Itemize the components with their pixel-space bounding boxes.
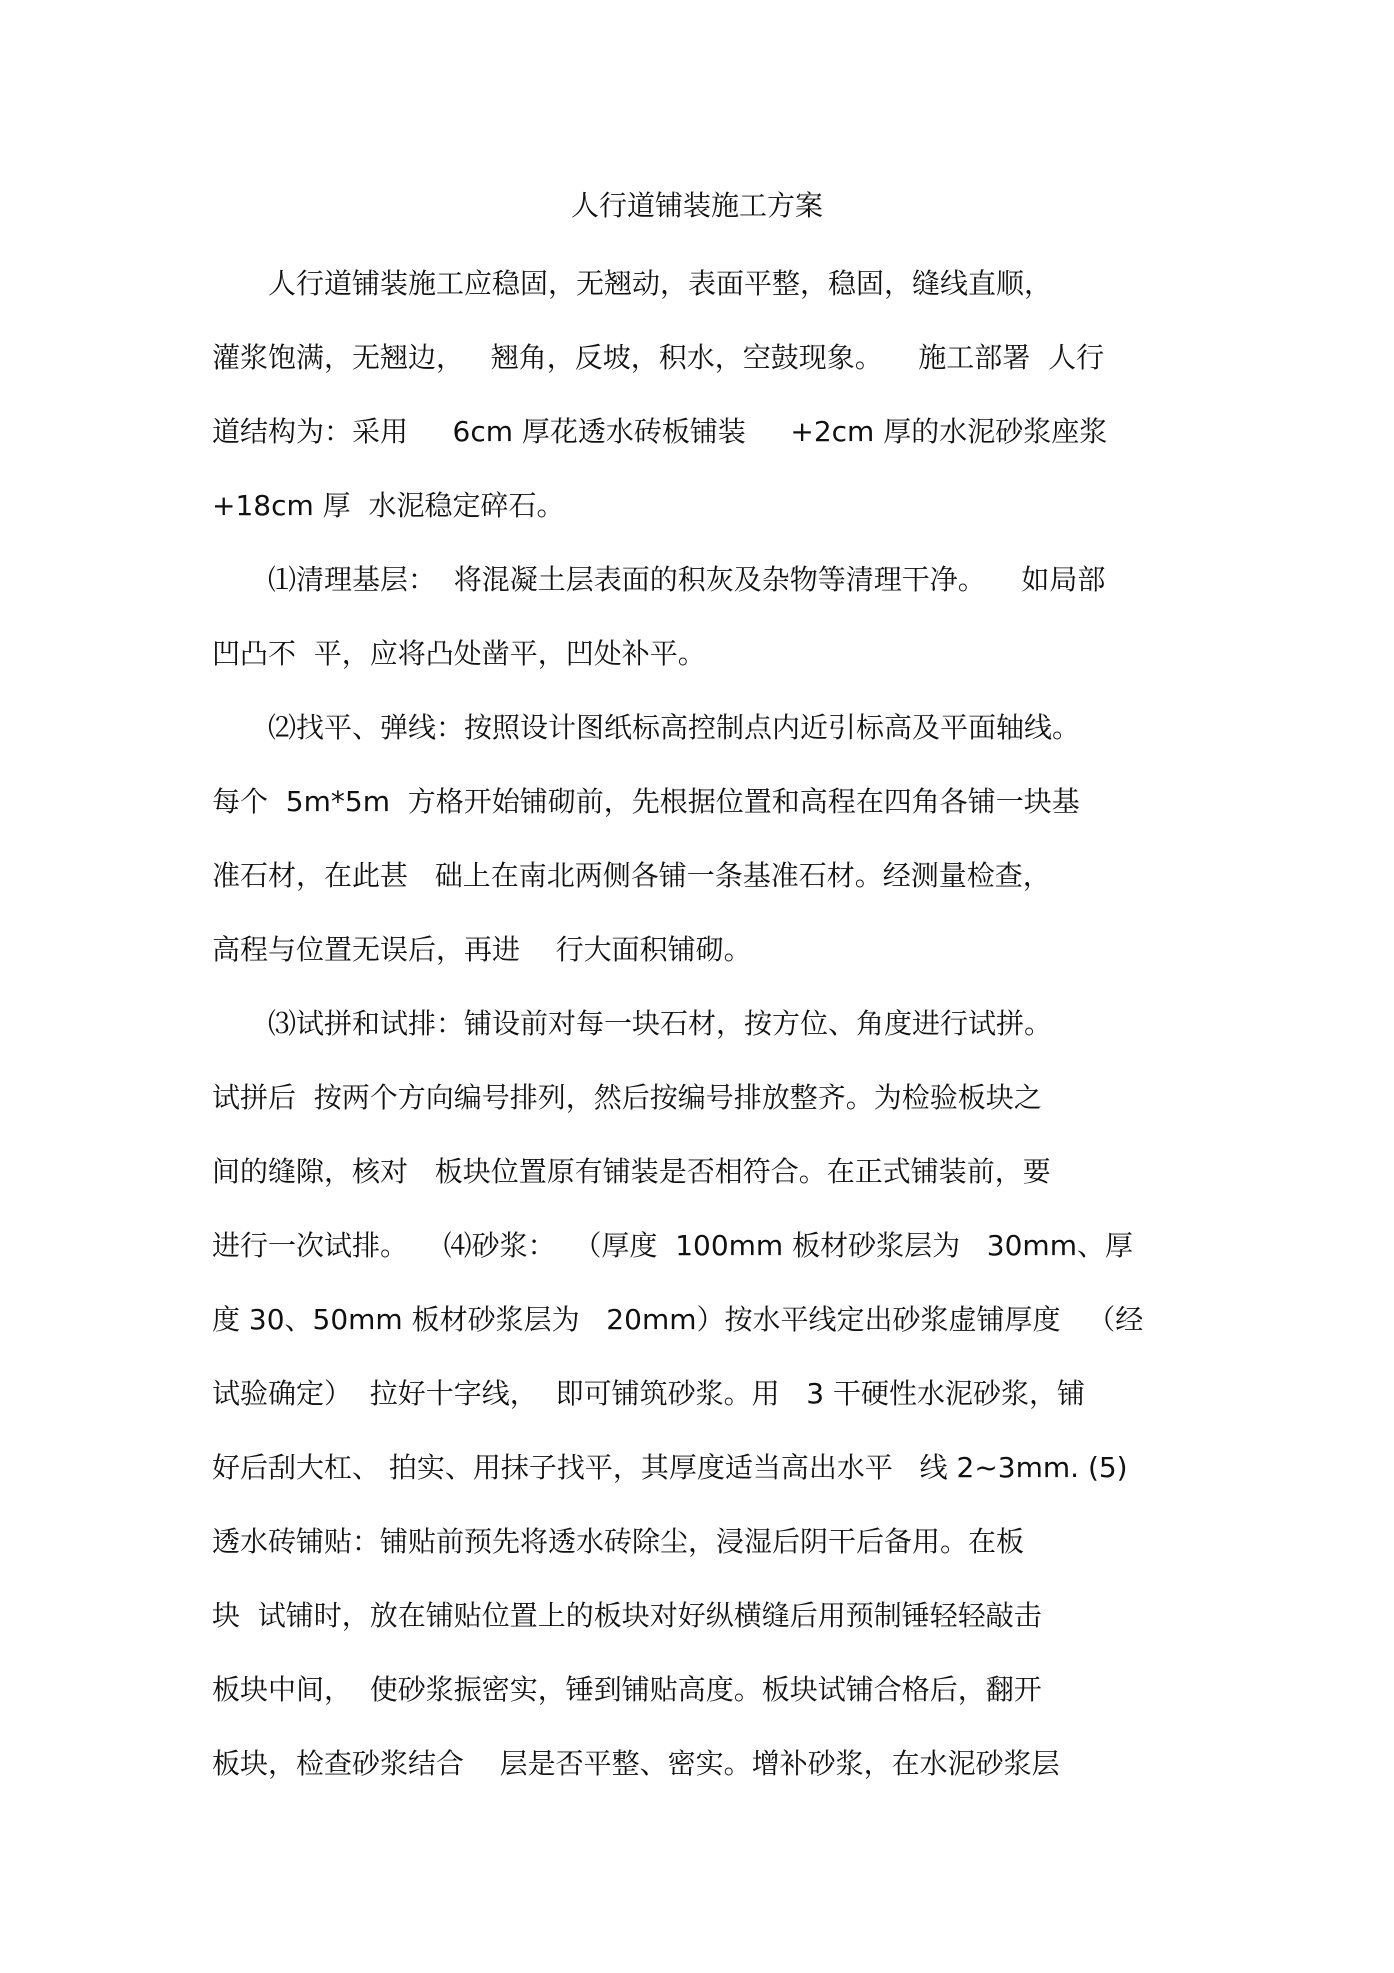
paragraph-line: 块 试铺时，放在铺贴位置上的板块对好纵横缝后用预制锤轻轻敲击 — [212, 1599, 1042, 1632]
paragraph-line: 每个 5m*5m 方格开始铺砌前，先根据位置和高程在四角各铺一块基 — [212, 785, 1080, 818]
paragraph-line: 进行一次试排。 ⑷砂浆： （厚度 100mm 板材砂浆层为 30mm、厚 — [212, 1229, 1133, 1262]
paragraph-line: ⑴清理基层： 将混凝土层表面的积灰及杂物等清理干净。 如局部 — [212, 563, 1106, 596]
paragraph-line: 凹凸不 平，应将凸处凿平，凹处补平。 — [212, 637, 706, 670]
paragraph-line: 好后刮大杠、 拍实、用抹子找平，其厚度适当高出水平 线 2~3mm. (5) — [212, 1451, 1128, 1484]
paragraph-line: 板块，检查砂浆结合 层是否平整、密实。增补砂浆，在水泥砂浆层 — [212, 1747, 1060, 1780]
paragraph-line: 板块中间， 使砂浆振密实，锤到铺贴高度。板块试铺合格后，翻开 — [212, 1673, 1042, 1706]
paragraph-line: 高程与位置无误后，再进 行大面积铺砌。 — [212, 933, 752, 966]
paragraph-line: ⑵找平、弹线：按照设计图纸标高控制点内近引标高及平面轴线。 — [212, 711, 1081, 744]
paragraph-line: 灌浆饱满，无翘边， 翘角，反坡，积水，空鼓现象。 施工部署 人行 — [212, 341, 1105, 374]
paragraph-line: ⑶试拼和试排：铺设前对每一块石材，按方位、角度进行试拼。 — [212, 1007, 1053, 1040]
paragraph-line: 试拼后 按两个方向编号排列，然后按编号排放整齐。为检验板块之 — [212, 1081, 1042, 1114]
paragraph-line: +18cm 厚 水泥稳定碎石。 — [212, 489, 565, 522]
paragraph-line: 人行道铺装施工应稳固，无翘动，表面平整，稳固，缝线直顺， — [212, 267, 1053, 300]
paragraph-line: 度 30、50mm 板材砂浆层为 20mm）按水平线定出砂浆虚铺厚度 （经 — [212, 1303, 1144, 1336]
paragraph-line: 准石材，在此甚 础上在南北两侧各铺一条基准石材。经测量检查， — [212, 859, 1051, 892]
paragraph-line: 试验确定） 拉好十字线， 即可铺筑砂浆。用 3 干硬性水泥砂浆，铺 — [212, 1377, 1086, 1410]
paragraph-line: 间的缝隙，核对 板块位置原有铺装是否相符合。在正式铺装前，要 — [212, 1155, 1051, 1188]
document-title: 人行道铺装施工方案 — [570, 189, 823, 222]
paragraph-line: 透水砖铺贴：铺贴前预先将透水砖除尘，浸湿后阴干后备用。在板 — [212, 1525, 1025, 1558]
paragraph-line: 道结构为：采用 6cm 厚花透水砖板铺装 +2cm 厚的水泥砂浆座浆 — [212, 415, 1108, 448]
